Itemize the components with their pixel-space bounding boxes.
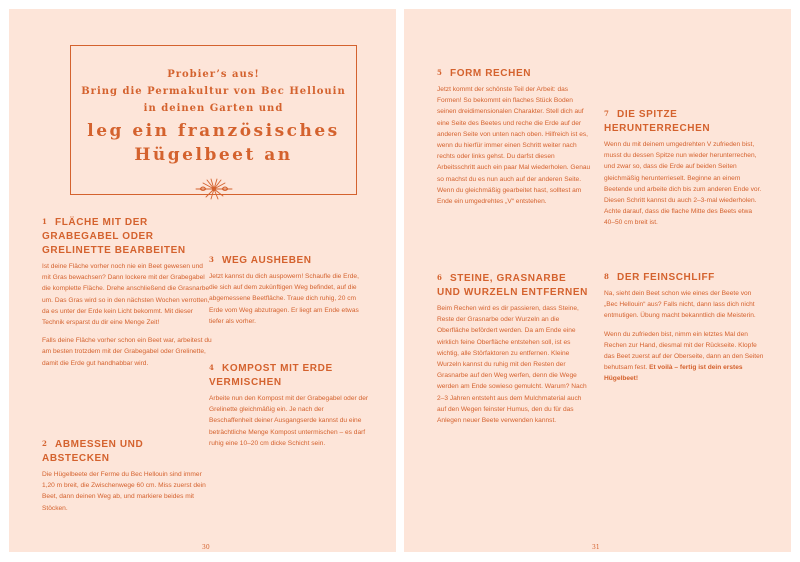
- right-page: [404, 9, 791, 552]
- step-heading: [42, 215, 212, 258]
- step-1: [42, 215, 212, 376]
- step-title: STEINE, GRASNARBE UND WURZELN ENTFERNEN: [437, 273, 588, 298]
- step-title: ABMESSEN UND ABSTECKEN: [42, 439, 144, 464]
- step-text: Jetzt kannst du dich auspowern! Schaufle die Erde, die sich auf dem zukünftigen Weg befindet, auf die abgemessene Beetfläche. Traue dich ruhig, 20 cm Erde vom Weg abzutragen. Er liegt am Ende etwas tiefer als vorher.: [209, 273, 359, 325]
- step-heading: [437, 271, 592, 300]
- step-title: DER FEINSCHLIFF: [617, 272, 715, 283]
- step-number: 2: [42, 439, 48, 448]
- page-number: 31: [592, 544, 600, 551]
- step-5: [437, 66, 592, 214]
- step-text: Ist deine Fläche vorher noch nie ein Beet gewesen und mit Gras bewachsen? Dann lockere mit der Grabegabel die komplette Fläche. Drehe anschließend die Grasnarbe um. Das Gras wird so in den nächsten Wochen verrotten, da es unter der Erde kein Licht bekommt. Mit dieser Technik ersparst du dir eine Menge Zeit!: [42, 263, 210, 327]
- flower-ornament-icon: [194, 177, 234, 201]
- title-intro-line: Bring die Permakultur von Bec Hellouin: [81, 86, 346, 97]
- title-main-line: leg ein französisches: [87, 121, 340, 141]
- step-heading: [42, 437, 212, 466]
- step-3: [209, 253, 369, 334]
- step-heading: [604, 270, 764, 285]
- step-heading: [209, 253, 369, 268]
- step-title: WEG AUSHEBEN: [222, 255, 312, 266]
- step-text: Falls deine Fläche vorher schon ein Beet war, arbeitest du am besten trotzdem mit der Grabegabel oder Grelinette, damit die Erde gut handhabbar wird.: [42, 337, 212, 367]
- step-number: 4: [209, 363, 215, 372]
- step-text: Beim Rechen wird es dir passieren, dass Steine, Reste der Grasnarbe oder Wurzeln an die Oberfläche befördert werden. Da am Ende eine wirklich feine Oberfläche entstehen soll, ist es wichtig, alle Störfaktoren zu entfernen. Kleine Wurzeln kannst du ruhig mit den Resten der Grasnarbe auf den Weg werfen, denn die Wege werden am Ende sowieso gemulcht. Warum? Nach 2–3 Jahren entsteht aus dem Mulchmaterial auch auf den Wegen feinster Humus, den du für das Anlegen neuer Beete verwenden kannst.: [437, 305, 587, 425]
- step-heading: [209, 361, 369, 390]
- title-intro: [71, 66, 356, 117]
- step-2: [42, 437, 212, 521]
- step-text: Jetzt kommt der schönste Teil der Arbeit: das Formen! So bekommt ein flaches Stück Boden seinen dreidimensionalen Charakter. Stell dich auf eine Seite des Beetes und reche die Erde auf der anderen Seite von unten nach oben. Hilfreich ist es, wenn du hierfür immer einen Schritt weiter nach rechts oder links gehst. Du darfst diesen Arbeitsschritt auch ein paar Mal wiederholen. Genau so machst du es nun auch auf der anderen Seite. Wenn du gleichmäßig gearbeitet hast, solltest am Ende ein umgedrehtes „V“ entstehen.: [437, 86, 591, 206]
- page-number: 30: [202, 544, 210, 551]
- step-8: [604, 270, 764, 392]
- step-title: FLÄCHE MIT DER GRABEGABEL ODER GRELINETTE BEARBEITEN: [42, 217, 186, 256]
- step-text: [604, 329, 764, 385]
- step-title: FORM RECHEN: [450, 68, 532, 79]
- step-text: Arbeite nun den Kompost mit der Grabegabel oder der Grelinette gleichmäßig ein. Je nach der Beschaffenheit deiner Ausgangserde kannst du eine beträchtliche Menge Kompost untermischen – es darf ruhig eine 10–20 cm dicke Schicht sein.: [209, 395, 369, 447]
- step-heading: [437, 66, 592, 81]
- step-number: 8: [604, 272, 610, 281]
- step-title: KOMPOST MIT ERDE VERMISCHEN: [209, 363, 333, 388]
- step-text: Die Hügelbeete der Ferme du Bec Hellouin sind immer 1,20 m breit, die Zwischenwege 60 cm. Miss zuerst dein Beet, dann deinen Weg ab, und markiere beides mit Stöcken.: [42, 471, 206, 512]
- step-7: [604, 107, 764, 236]
- step-number: 3: [209, 255, 215, 264]
- step-number: 1: [42, 217, 48, 226]
- page-title: [71, 119, 356, 167]
- step-number: 7: [604, 109, 610, 118]
- step-text: Na, sieht dein Beet schon wie eines der Beete von „Bec Hellouin“ aus? Falls nicht, dann lass dich nicht entmutigen. Übung macht bekanntlich die Meisterin.: [604, 290, 756, 320]
- title-intro-line: Probier’s aus!: [167, 69, 260, 80]
- step-title: DIE SPITZE HERUNTERRECHEN: [604, 109, 711, 134]
- step-text-part: Wenn du zufrieden bist, nimm ein letztes Mal den Rechen zur Hand, diesmal mit der Rückseite. Klopfe das Beet zuerst auf der Oberseite, dann an den Seiten behutsam fest.: [604, 330, 764, 372]
- step-4: [209, 361, 369, 456]
- step-6: [437, 271, 592, 433]
- final-note: Et voilà – fertig ist dein erstes Hügelbeet!: [604, 364, 743, 383]
- step-heading: [604, 107, 764, 136]
- title-box: [70, 45, 357, 195]
- step-text: Wenn du mit deinem umgedrehten V zufrieden bist, musst du dessen Spitze nun wieder herunterrechen, und zwar so, dass die Erde auf beiden Seiten gleichmäßig herunterrieselt. Beginne an einem Beetende und arbeite dich bis zum anderen Ende vor. Diesen Schritt kannst du auch 2–3-mal wiederholen. Achte darauf, dass die flache Mitte des Beets etwa 40–50 cm breit ist.: [604, 141, 762, 227]
- step-number: 5: [437, 68, 443, 77]
- title-intro-line: in deinen Garten und: [143, 103, 284, 114]
- title-main-line: Hügelbeet an: [134, 145, 293, 165]
- step-number: 6: [437, 273, 443, 282]
- left-page: [9, 9, 396, 552]
